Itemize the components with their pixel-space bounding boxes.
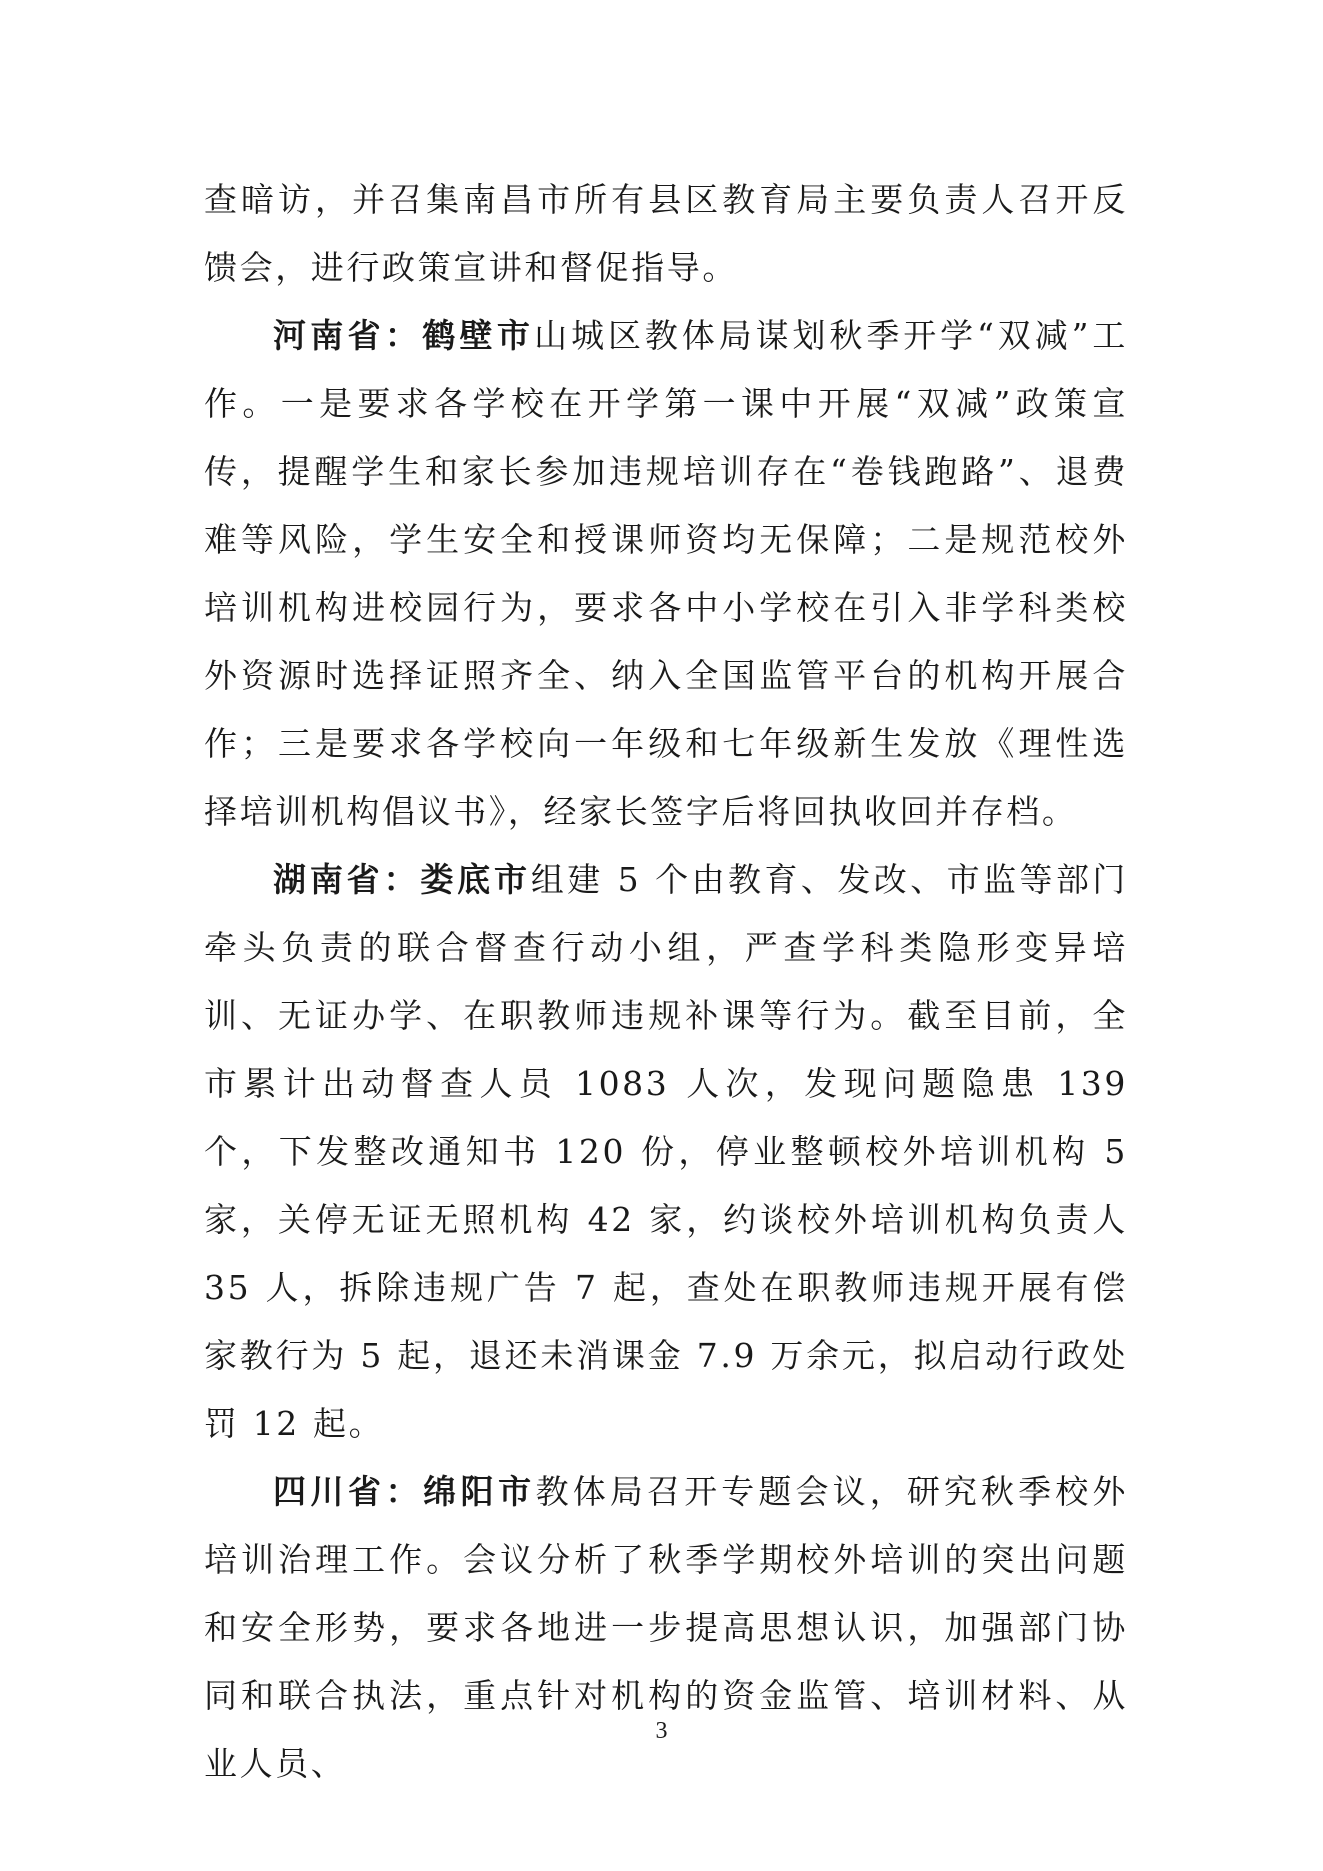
paragraph-text: 查暗访，并召集南昌市所有县区教育局主要负责人召开反馈会，进行政策宣讲和督促指导。: [204, 180, 1128, 287]
document-body: [204, 166, 1128, 1798]
paragraph-text: 山城区教体局谋划秋季开学“双减”工作。一是要求各学校在开学第一课中开展“双减”政策宣传，提醒学生和家长参加违规培训存在“卷钱跑路”、退费难等风险，学生安全和授课师资均无保障；二是规范校外培训机构进校园行为，要求各中小学校在引入非学科类校外资源时选择证照齐全、纳入全国监管平台的机构开展合作；三是要求各学校向一年级和七年级新生发放《理性选择培训机构倡议书》，经家长签字后将回执收回并存档。: [204, 316, 1128, 831]
province-label: 河南省：: [273, 316, 423, 355]
province-label: 四川省：: [273, 1472, 424, 1511]
paragraph-hunan: [204, 846, 1128, 1458]
city-label: 娄底市: [420, 860, 531, 899]
paragraph-continuation: [204, 166, 1128, 302]
city-label: 绵阳市: [423, 1472, 536, 1511]
paragraph-sichuan: [204, 1458, 1128, 1798]
province-label: 湖南省：: [273, 860, 421, 899]
page-number: 3: [655, 1718, 668, 1744]
city-label: 鹤壁市: [422, 316, 535, 355]
paragraph-henan: [204, 302, 1128, 846]
paragraph-text: 教体局召开专题会议，研究秋季校外培训治理工作。会议分析了秋季学期校外培训的突出问题和安全形势，要求各地进一步提高思想认识，加强部门协同和联合执法，重点针对机构的资金监管、培训材料、从业人员、: [204, 1472, 1129, 1783]
paragraph-text: 组建 5 个由教育、发改、市监等部门牵头负责的联合督查行动小组，严查学科类隐形变异培训、无证办学、在职教师违规补课等行为。截至目前，全市累计出动督查人员 1083 人次，发现问题隐患 139 个，下发整改通知书 120 份，停业整顿校外培训机构 5 家，关停无证无照机构 42 家，约谈校外培训机构负责人 35 人，拆除违规广告 7 起，查处在职教师违规开展有偿家教行为 5 起，退还未消课金 7.9 万余元，拟启动行政处罚 12 起。: [204, 860, 1129, 1443]
